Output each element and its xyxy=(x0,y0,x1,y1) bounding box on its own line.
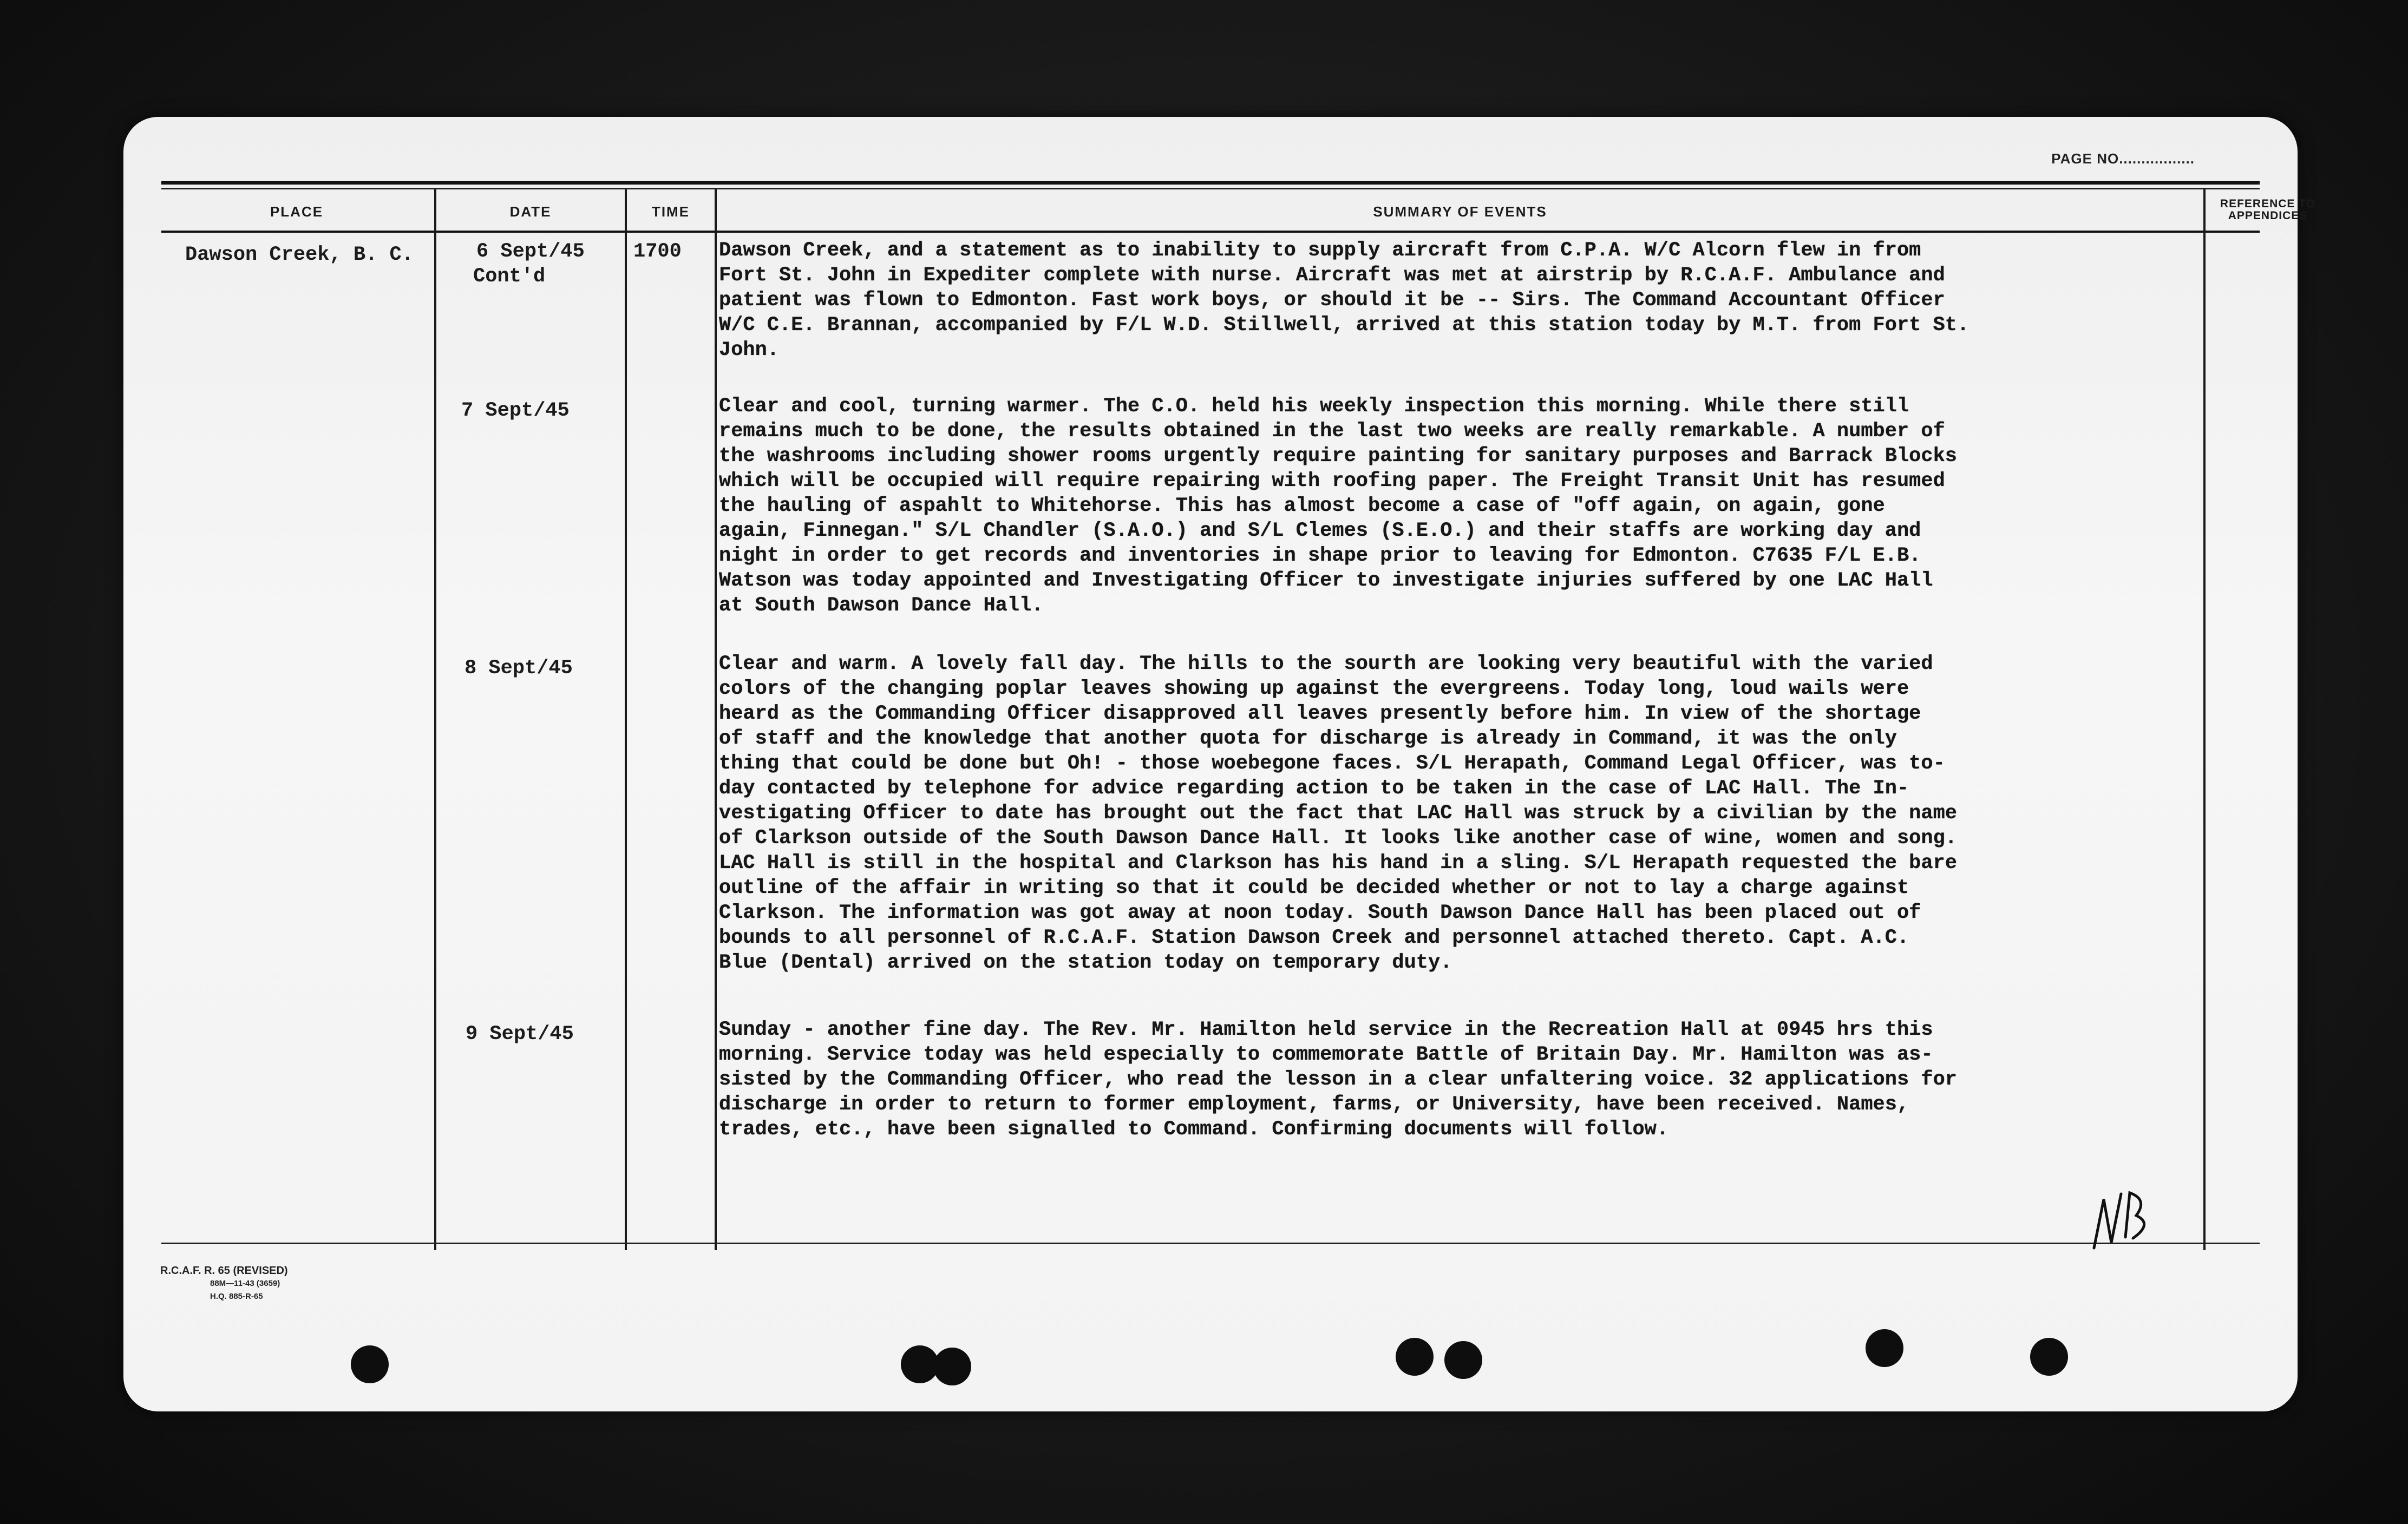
punch-hole xyxy=(933,1348,971,1385)
reference-header-line1: REFERENCE TO xyxy=(2220,198,2316,210)
time-cell: 1700 xyxy=(633,240,682,263)
header-rule xyxy=(161,231,2260,233)
time-header: TIME xyxy=(651,203,690,220)
log-entry: Clear and cool, turning warmer. The C.O. held his weekly inspection this morning. While there still remains much to be done, the results obtained in the last two weeks are really remarkable. A number of the washrooms including shower rooms urgently require painting for sanitary purposes and Barrack Blocks which will be occupied will require repairing with roofing paper. The Freight Transit Unit has resumed the hauling of aspahlt to Whitehorse. This has almost become a case of "off again, on again, gone again, Finnegan." S/L Chandler (S.A.O.) and S/L Clemes (S.E.O.) and their staffs are working day and night in order to get records and inventories in shape prior to leaving for Edmonton. C7635 F/L E.B. Watson was today appointed and Investigating Officer to investigate injuries suffered by one LAC Hall at South Dawson Dance Hall. xyxy=(719,395,1957,617)
punch-hole xyxy=(2030,1338,2068,1376)
column-divider xyxy=(715,189,717,1250)
form-number-line: 88M—11-43 (3659) xyxy=(210,1279,280,1288)
top-rule xyxy=(161,181,2260,189)
punch-hole xyxy=(1866,1329,1903,1367)
column-divider xyxy=(434,189,436,1250)
form-number-line: R.C.A.F. R. 65 (REVISED) xyxy=(160,1265,288,1277)
date-header: DATE xyxy=(509,203,552,220)
date-cell: 7 Sept/45 xyxy=(461,399,570,422)
form-number xyxy=(160,1264,288,1303)
log-entry: Sunday - another fine day. The Rev. Mr. Hamilton held service in the Recreation Hall at 0945 hrs this morning. Service today was held especially to commemorate Battle of Britain Day. Mr. Hamilton was as- sisted by the Commanding Officer, who read the lesson in a clear unfaltering voice. 32 applications for discharge in order to return to former employment, farms, or University, have been received. Names, trades, etc., have been signalled to Command. Confirming documents will follow. xyxy=(719,1019,1957,1141)
date-cell-continued: Cont'd xyxy=(473,265,546,288)
bottom-rule xyxy=(161,1243,2260,1244)
date-cell: 8 Sept/45 xyxy=(464,657,573,680)
punch-hole xyxy=(351,1345,389,1383)
punch-hole xyxy=(1444,1341,1482,1379)
date-cell: 6 Sept/45 xyxy=(476,240,585,263)
log-entry: Clear and warm. A lovely fall day. The hills to the sourth are looking very beautiful with the varied colors of the changing poplar leaves showing up against the evergreens. Today long, loud wails were heard as the Commanding Officer disapproved all leaves presently before him. In view of the shortage of staff and the knowledge that another quota for discharge is already in Command, it was the only thing that could be done but Oh! - those woebegone faces. S/L Herapath, Command Legal Officer, was to- day contacted by telephone for advice regarding action to be taken in the case of LAC Hall. The In- vestigating Officer to date has brought out the fact that LAC Hall was struck by a civilian by the name of Clarkson outside of the South Dawson Dance Hall. It looks like another case of wine, women and song. LAC Hall is still in the hospital and Clarkson has his hand in a sling. S/L Herapath requested the bare outline of the affair in writing so that it could be decided whether or not to lay a charge against Clarkson. The information was got away at noon today. South Dawson Dance Hall has been placed out of bounds to all personnel of R.C.A.F. Station Dawson Creek and personnel attached thereto. Capt. A.C. Blue (Dental) arrived on the station today on temporary duty. xyxy=(719,653,1957,974)
place-cell: Dawson Creek, B. C. xyxy=(185,244,414,266)
punch-hole xyxy=(1396,1338,1434,1376)
page-number-label: PAGE NO................. xyxy=(2051,150,2195,167)
place-header: PLACE xyxy=(270,203,324,220)
column-divider xyxy=(625,189,627,1250)
log-entry: Dawson Creek, and a statement as to inability to supply aircraft from C.P.A. W/C Alcorn flew in from Fort St. John in Expediter complete with nurse. Aircraft was met at airstrip by R.C.A.F. Ambulance and patient was flown to Edmonton. Fast work boys, or should it be -- Sirs. The Command Accountant Officer W/C C.E. Brannan, accompanied by F/L W.D. Stillwell, arrived at this station today by M.T. from Fort St. John. xyxy=(719,239,1969,362)
summary-header: SUMMARY OF EVENTS xyxy=(1373,203,1547,220)
reference-header xyxy=(2206,194,2330,226)
form-number-line: H.Q. 885-R-65 xyxy=(210,1292,263,1301)
log-card xyxy=(123,117,2316,1411)
handwritten-initials xyxy=(2083,1178,2164,1259)
reference-header-line2: APPENDICES xyxy=(2228,209,2308,222)
date-cell: 9 Sept/45 xyxy=(466,1023,574,1046)
column-divider xyxy=(2203,189,2206,1250)
